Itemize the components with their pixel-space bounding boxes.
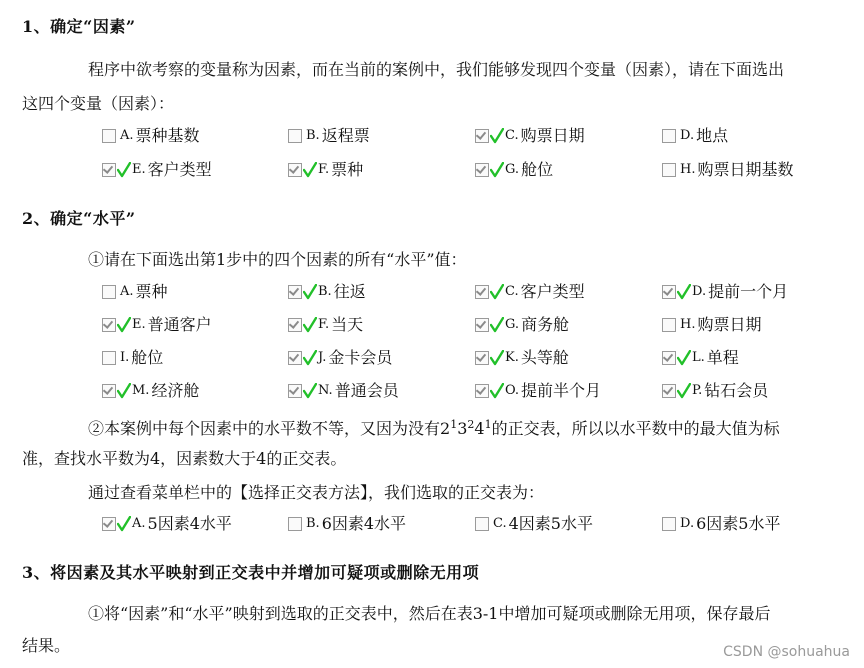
option-g[interactable] — [475, 315, 569, 335]
option-label: 普通客户 — [147, 315, 212, 334]
q2-text-b: 的正交表，所以以水平数中的最大值为标 — [491, 419, 780, 438]
checkmark-icon — [303, 284, 317, 300]
checkbox[interactable] — [288, 351, 302, 365]
option-label: 舱位 — [521, 160, 554, 179]
option-l[interactable] — [662, 348, 739, 368]
checkbox[interactable] — [102, 129, 116, 143]
option-label: 提前一个月 — [708, 282, 789, 301]
option-label: 钻石会员 — [704, 381, 769, 400]
checkbox[interactable] — [102, 384, 116, 398]
checkmark-icon — [490, 162, 504, 178]
checkbox[interactable] — [475, 517, 489, 531]
option-d[interactable] — [662, 514, 780, 534]
option-label: 客户类型 — [147, 160, 212, 179]
option-letter: E. — [132, 317, 146, 332]
option-letter: A. — [132, 516, 146, 531]
checkmark-icon — [117, 317, 131, 333]
option-f[interactable] — [288, 160, 363, 180]
checkmark-icon — [303, 350, 317, 366]
option-p[interactable] — [662, 381, 768, 401]
option-letter: E. — [132, 162, 146, 177]
option-label: 购票日期 — [520, 126, 585, 145]
section3-paragraph-line1: ①将“因素”和“水平”映射到选取的正交表中，然后在表3-1中增加可疑项或删除无用项，保存最后 — [88, 604, 771, 623]
checkmark-icon — [117, 162, 131, 178]
option-letter: N. — [318, 383, 333, 398]
option-label: 客户类型 — [520, 282, 585, 301]
checkbox[interactable] — [662, 517, 676, 531]
checkbox[interactable] — [475, 163, 489, 177]
option-label: 4因素5水平 — [508, 514, 593, 533]
option-letter: B. — [318, 284, 332, 299]
option-letter: A. — [120, 284, 134, 299]
q2-sup-3: 1 — [484, 418, 492, 431]
option-letter: D. — [680, 516, 695, 531]
checkmark-icon — [303, 383, 317, 399]
checkbox[interactable] — [475, 318, 489, 332]
option-label: 6因素4水平 — [321, 514, 407, 533]
q2-sup-2: 2 — [467, 418, 475, 431]
option-c[interactable] — [475, 282, 585, 302]
checkmark-icon — [303, 162, 317, 178]
q2-mid-2: 4 — [474, 419, 485, 438]
option-letter: H. — [680, 162, 696, 177]
checkbox[interactable] — [662, 129, 676, 143]
option-label: 票种 — [135, 282, 168, 301]
option-b[interactable] — [288, 514, 406, 534]
option-letter: C. — [505, 128, 519, 143]
option-label: 返程票 — [321, 126, 370, 145]
option-label: 头等舱 — [520, 348, 569, 367]
section1-heading: 1、确定“因素” — [22, 17, 136, 36]
checkmark-icon — [117, 383, 131, 399]
option-label: 舱位 — [131, 348, 164, 367]
section2-question2-line2: 准，查找水平数为4，因素数大于4的正交表。 — [22, 449, 347, 468]
option-letter: L. — [692, 350, 705, 365]
option-label: 金卡会员 — [328, 348, 393, 367]
option-label: 往返 — [333, 282, 366, 301]
option-label: 经济舱 — [151, 381, 200, 400]
checkbox[interactable] — [102, 351, 116, 365]
option-letter: J. — [318, 350, 327, 365]
option-g[interactable] — [475, 160, 553, 180]
option-a[interactable] — [102, 514, 232, 534]
checkbox[interactable] — [475, 351, 489, 365]
section2-heading: 2、确定“水平” — [22, 209, 136, 228]
option-h[interactable] — [662, 315, 762, 335]
option-e[interactable] — [102, 315, 212, 335]
checkbox[interactable] — [475, 384, 489, 398]
option-label: 地点 — [696, 126, 729, 145]
checkbox[interactable] — [102, 285, 116, 299]
option-label: 商务舱 — [521, 315, 570, 334]
option-letter: D. — [680, 128, 695, 143]
checkmark-icon — [490, 128, 504, 144]
checkbox[interactable] — [662, 318, 676, 332]
option-label: 票种 — [331, 160, 364, 179]
section2-question3: 通过查看菜单栏中的【选择正交表方法】，我们选取的正交表为： — [88, 483, 545, 502]
option-label: 当天 — [331, 315, 364, 334]
checkmark-icon — [677, 284, 691, 300]
checkbox[interactable] — [288, 318, 302, 332]
checkbox[interactable] — [288, 163, 302, 177]
option-letter: M. — [132, 383, 150, 398]
option-letter: C. — [493, 516, 507, 531]
section2-question1: ①请在下面选出第1步中的四个因素的所有“水平”值： — [88, 250, 467, 269]
checkmark-icon — [117, 516, 131, 532]
option-e[interactable] — [102, 160, 212, 180]
section3-paragraph-line2: 结果。 — [22, 636, 71, 655]
option-letter: B. — [306, 128, 320, 143]
option-label: 5因素4水平 — [147, 514, 232, 533]
option-letter: B. — [306, 516, 320, 531]
option-h[interactable] — [662, 160, 794, 180]
checkmark-icon — [677, 383, 691, 399]
checkbox[interactable] — [662, 285, 676, 299]
q2-sup-1: 1 — [450, 418, 458, 431]
checkbox[interactable] — [662, 351, 676, 365]
option-label: 普通会员 — [334, 381, 399, 400]
checkmark-icon — [490, 350, 504, 366]
option-label: 6因素5水平 — [696, 514, 781, 533]
option-label: 票种基数 — [135, 126, 200, 145]
option-i[interactable] — [102, 348, 163, 368]
option-f[interactable] — [288, 315, 363, 335]
checkbox[interactable] — [102, 517, 116, 531]
checkbox[interactable] — [102, 163, 116, 177]
option-d[interactable] — [662, 126, 728, 146]
checkbox[interactable] — [102, 318, 116, 332]
option-label: 购票日期 — [697, 315, 762, 334]
option-b[interactable] — [288, 126, 370, 146]
checkbox[interactable] — [662, 163, 676, 177]
option-j[interactable] — [288, 348, 392, 368]
option-n[interactable] — [288, 381, 399, 401]
option-m[interactable] — [102, 381, 199, 401]
checkbox[interactable] — [288, 129, 302, 143]
option-k[interactable] — [475, 348, 569, 368]
checkmark-icon — [677, 350, 691, 366]
option-letter: D. — [692, 284, 707, 299]
checkbox[interactable] — [475, 129, 489, 143]
option-o[interactable] — [475, 381, 601, 401]
option-label: 购票日期基数 — [697, 160, 794, 179]
section1-paragraph-line1: 程序中欲考察的变量称为因素，而在当前的案例中，我们能够发现四个变量（因素），请在下面选出 — [88, 60, 785, 79]
checkbox[interactable] — [662, 384, 676, 398]
option-d[interactable] — [662, 282, 788, 302]
option-label: 提前半个月 — [521, 381, 602, 400]
q2-text-a: ②本案例中每个因素中的水平数不等，又因为没有2 — [88, 419, 451, 438]
option-b[interactable] — [288, 282, 366, 302]
option-letter: A. — [120, 128, 134, 143]
checkbox[interactable] — [288, 384, 302, 398]
section1-paragraph-line2: 这四个变量（因素）： — [22, 94, 175, 113]
option-letter: G. — [505, 162, 520, 177]
option-c[interactable] — [475, 126, 585, 146]
option-letter: O. — [505, 383, 520, 398]
option-a[interactable] — [102, 126, 200, 146]
section2-question2-line1 — [88, 415, 780, 439]
option-letter: I. — [120, 350, 130, 365]
option-a[interactable] — [102, 282, 168, 302]
option-letter: G. — [505, 317, 520, 332]
checkbox[interactable] — [288, 285, 302, 299]
checkmark-icon — [490, 284, 504, 300]
checkmark-icon — [303, 317, 317, 333]
option-letter: F. — [318, 317, 330, 332]
checkbox[interactable] — [475, 285, 489, 299]
option-c[interactable] — [475, 514, 593, 534]
option-letter: H. — [680, 317, 696, 332]
option-letter: C. — [505, 284, 519, 299]
checkbox[interactable] — [288, 517, 302, 531]
checkmark-icon — [490, 383, 504, 399]
section3-heading: 3、将因素及其水平映射到正交表中并增加可疑项或删除无用项 — [22, 563, 480, 582]
q2-mid-1: 3 — [457, 419, 468, 438]
watermark: CSDN @sohuahua — [723, 644, 850, 660]
option-letter: K. — [505, 350, 519, 365]
option-label: 单程 — [706, 348, 739, 367]
checkmark-icon — [490, 317, 504, 333]
option-letter: P. — [692, 383, 703, 398]
option-letter: F. — [318, 162, 330, 177]
